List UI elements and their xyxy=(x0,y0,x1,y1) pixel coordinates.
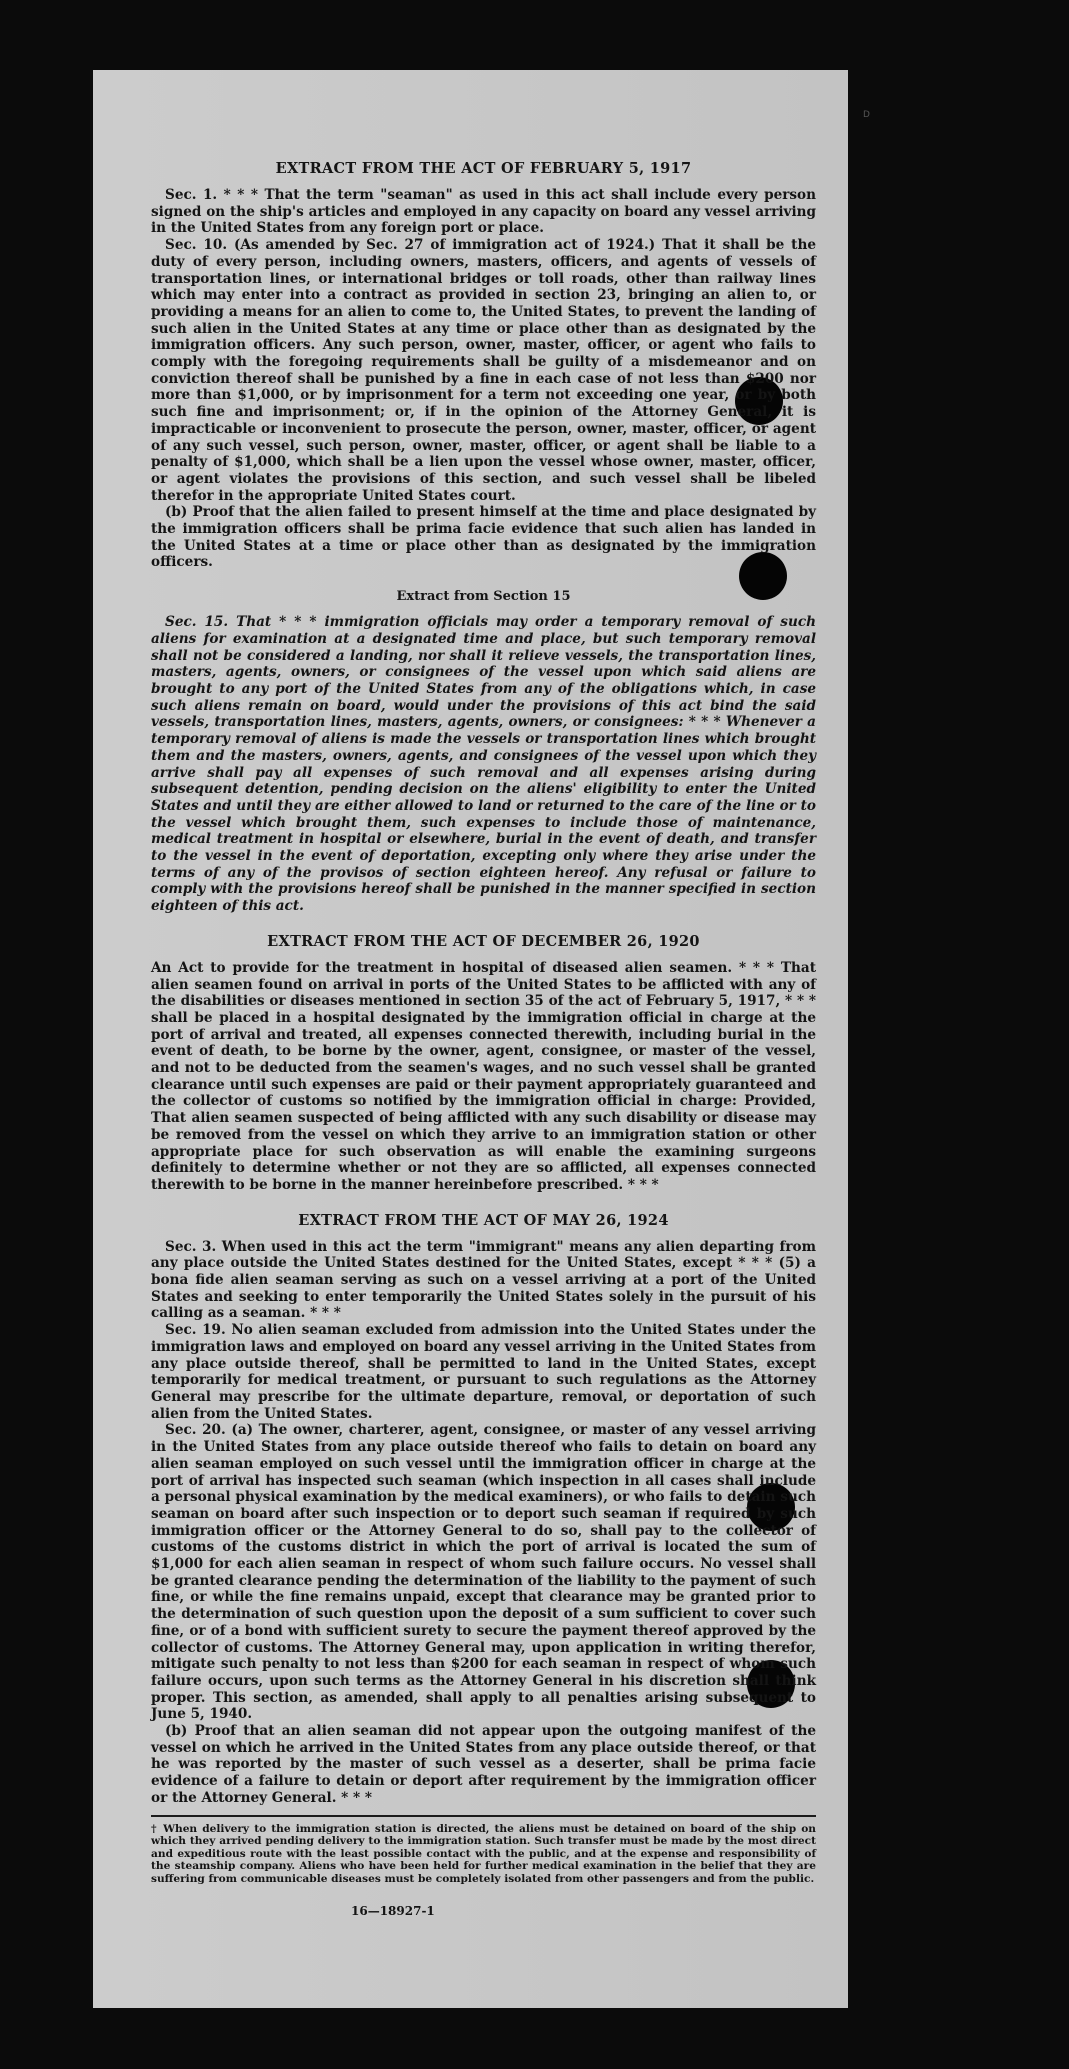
document-page xyxy=(93,70,870,2008)
section-20b-text: (b) Proof that an alien seaman did not appear upon the outgoing manifest of the vessel on which he arrived in the United States from any place outside thereof, or that he was reported by the master of such vessel as a deserter, shall be prima facie evidence of a failure to detain or deport after requirement by the immigration officer or the Attorney General. * * * xyxy=(151,1723,816,1806)
heading-act-1917: EXTRACT FROM THE ACT OF FEBRUARY 5, 1917 xyxy=(275,160,692,177)
section-10-text: Sec. 10. (As amended by Sec. 27 of immigration act of 1924.) That it shall be the duty of every person, including owners, masters, officers, and agents of vessels of transportation lines, or international bridges or toll roads, other than railway lines which may enter into a contract as provided in section 23, bringing an alien to, or providing a means for an alien to come to, the United States, to prevent the landing of such alien in the United States at any time or place other than as designated by the immigration officers. Any such person, owner, master, officer, or agent who fails to comply with the foregoing requirements shall be guilty of a misdemeanor and on conviction thereof shall be punished by a fine in each case of not less than $200 nor more than $1,000, or by imprisonment for a term not exceeding one year, or by both such fine and imprisonment; or, if in the opinion of the Attorney General, it is impracticable or inconvenient to prosecute the person, owner, master, officer, or agent of any such vessel, such person, owner, master, officer, or agent shall be liable to a penalty of $1,000, which shall be a lien upon the vessel whose owner, master, officer, or agent violates the provisions of this section, and such vessel shall be libeled therefor in the appropriate United States court. xyxy=(151,237,816,504)
section-15-text: Sec. 15. That * * * immigration officials may order a temporary removal of such aliens for examination at a designated time and place, but such temporary removal shall not be considered a landing, nor shall it relieve vessels, the transportation lines, masters, agents, owners, or consignees of the vessel upon which said aliens are brought to any port of the United States from any of the obligations which, in case such aliens remain on board, would under the provisions of this act bind the said vessels, transportation lines, masters, agents, owners, or consignees: * * * Whenever a temporary removal of aliens is made the vessels or transportation lines which brought them and the masters, owners, agents, and consignees of the vessel upon which they arrive shall pay all expenses of such removal and all expenses arising during subsequent detention, pending decision on the aliens' eligibility to enter the United States and until they are either allowed to land or returned to the care of the line or to the vessel which brought them, such expenses to include those of maintenance, medical treatment in hospital or elsewhere, burial in the event of death, and transfer to the vessel in the event of deportation, excepting only where they arise under the terms of any of the provisos of section eighteen hereof. Any refusal or failure to comply with the provisions hereof shall be punished in the manner specified in section eighteen of this act. xyxy=(151,614,816,915)
section-3-text: Sec. 3. When used in this act the term "immigrant" means any alien departing from any place outside the United States destined for the United States, except * * * (5) a bona fide alien seaman serving as such on a vessel arriving at a port of the United States and seeking to enter temporarily the United States solely in the pursuit of his calling as a seaman. * * * xyxy=(151,1238,816,1322)
section-1-text: Sec. 1. * * * That the term "seaman" as used in this act shall include every person signed on the ship's articles and employed in any capacity on board any vessel arriving in the United States from any foreign port or place. xyxy=(151,187,816,237)
margin-mark: D xyxy=(863,110,870,120)
section-19-text: Sec. 19. No alien seaman excluded from admission into the United States under the immigration laws and employed on board any vessel arriving in the United States from any place outside thereof, shall be permitted to land in the United States, except temporarily for medical treatment, or pursuant to such regulations as the Attorney General may prescribe for the ultimate departure, removal, or deportation of such alien from the United States. xyxy=(151,1322,816,1422)
act-1920-text: An Act to provide for the treatment in hospital of diseased alien seamen. * * * That alien seamen found on arrival in ports of the United States to be afflicted with any of the disabilities or diseases mentioned in section 35 of the act of February 5, 1917, * * * shall be placed in a hospital designated by the immigration official in charge at the port of arrival and treated, all expenses connected therewith, including burial in the event of death, to be borne by the owner, agent, consignee, or master of the vessel, and not to be deducted from the seamen's wages, and no such vessel shall be granted clearance until such expenses are paid or their payment appropriately guaranteed and the collector of customs so notified by the immigration official in charge: Provided, That alien seamen suspected of being afflicted with any such disability or disease may be removed from the vessel on which they arrive to an immigration station or other appropriate place for such observation as will enable the examining surgeons definitely to determine whether or not they are so afflicted, all expenses connected therewith to be borne in the manner hereinbefore prescribed. * * * xyxy=(151,959,816,1193)
heading-act-1924: EXTRACT FROM THE ACT OF MAY 26, 1924 xyxy=(298,1211,669,1229)
footnote-text: † When delivery to the immigration station is directed, the aliens must be detained on board of the ship on which they arrived pending delivery to the immigration station. Such transfer must be made by the most direct and expeditious route with the least possible contact with the public, and at the expense and responsibility of the steamship company. Aliens who have been held for further medical examination in the belief that they are suffering from communicable diseases must be completely isolated from other passengers and from the public. xyxy=(151,1822,816,1885)
footnote-divider xyxy=(151,1815,816,1817)
heading-section-15: Extract from Section 15 xyxy=(396,589,571,605)
document-body xyxy=(151,160,816,1918)
section-20a-text: Sec. 20. (a) The owner, charterer, agent, consignee, or master of any vessel arriving in the United States from any place outside thereof who fails to detain on board any alien seaman employed on such vessel until the immigration officer in charge at the port of arrival has inspected such seaman (which inspection in all cases shall include a personal physical examination by the medical examiners), or who fails to detain such seaman on board after such inspection or to deport such seaman if required by such immigration officer or the Attorney General to do so, shall pay to the collector of customs of the customs district in which the port of arrival is located the sum of $1,000 for each alien seaman in respect of whom such failure occurs. No vessel shall be granted clearance pending the determination of the liability to the payment of such fine, or while the fine remains unpaid, except that clearance may be granted prior to the determination of such question upon the deposit of a sum sufficient to cover such fine, or of a bond with sufficient surety to secure the payment thereof approved by the collector of customs. The Attorney General may, upon application in writing therefor, mitigate such penalty to not less than $200 for each seaman in respect of whom such failure occurs, upon such terms as the Attorney General in his discretion shall think proper. This section, as amended, shall apply to all penalties arising subsequent to June 5, 1940. xyxy=(151,1422,816,1723)
section-10b-text: (b) Proof that the alien failed to present himself at the time and place designated by the immigration officers shall be prima facie evidence that such alien has landed in the United States at a time or place other than as designated by the immigration officers. xyxy=(151,504,816,571)
heading-act-1920: EXTRACT FROM THE ACT OF DECEMBER 26, 1920 xyxy=(267,932,700,950)
form-code: 16—18927-1 xyxy=(351,1903,435,1918)
